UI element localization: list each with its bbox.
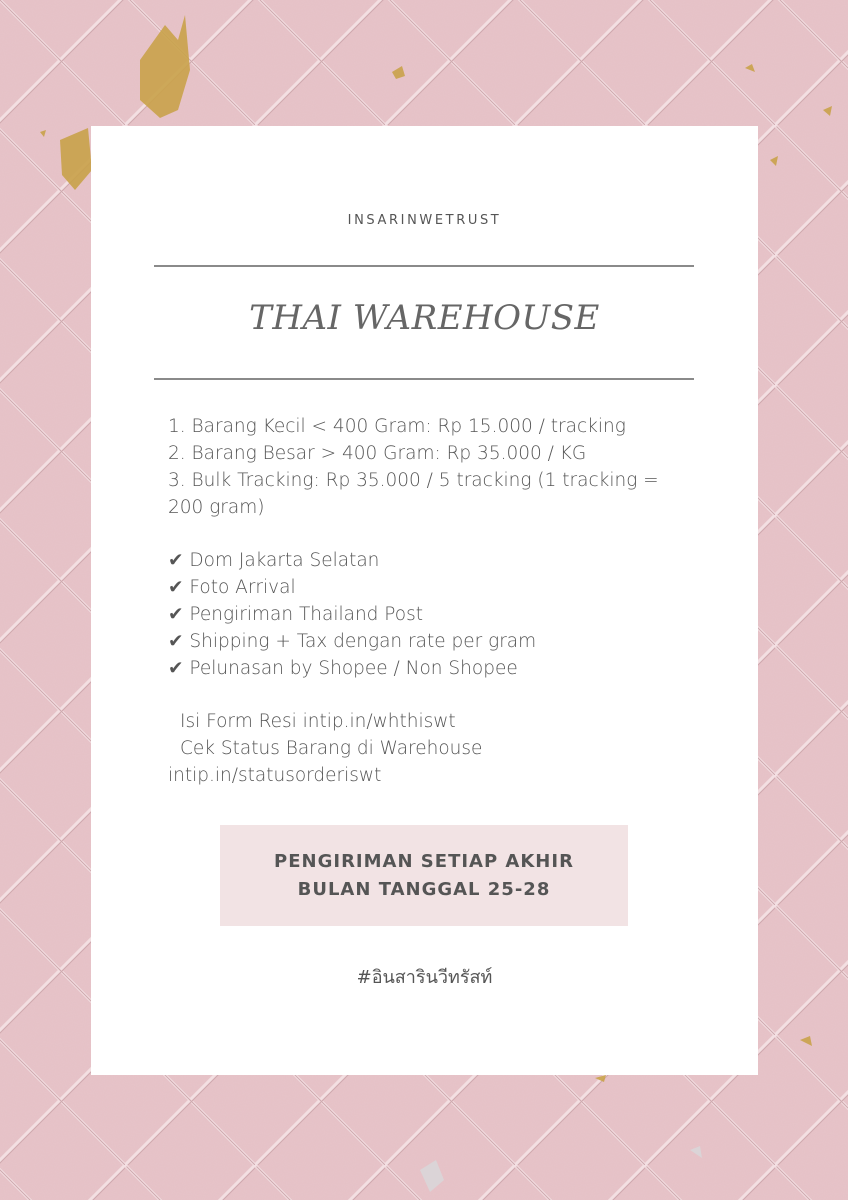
feature-item: ✔ Foto Arrival xyxy=(168,577,296,598)
status-link[interactable]: intip.in/statusorderiswt xyxy=(168,765,382,786)
check-icon: ✔ xyxy=(168,658,184,679)
status-label: Cek Status Barang di Warehouse xyxy=(180,738,483,759)
banner-line: PENGIRIMAN SETIAP AKHIR xyxy=(274,850,574,872)
feature-item: ✔ Dom Jakarta Selatan xyxy=(168,550,380,571)
hashtag: #อินสารินวีทรัสท์ xyxy=(356,967,493,988)
page-title: THAI WAREHOUSE xyxy=(249,298,600,338)
price-list xyxy=(168,413,688,521)
price-item: 3. Bulk Tracking: Rp 35.000 / 5 tracking (1 tracking = 200 gram) xyxy=(168,470,659,518)
feature-item: ✔ Pelunasan by Shopee / Non Shopee xyxy=(168,658,518,679)
banner-line: BULAN TANGGAL 25-28 xyxy=(297,878,551,900)
check-icon: ✔ xyxy=(168,631,184,652)
divider-bottom xyxy=(154,378,694,380)
links-section xyxy=(168,708,688,789)
divider-top xyxy=(154,265,694,267)
brand-name: INSARINWETRUST xyxy=(347,213,502,228)
check-icon: ✔ xyxy=(168,577,184,598)
shipping-schedule-banner xyxy=(220,825,628,926)
check-icon: ✔ xyxy=(168,604,184,625)
flyer-card xyxy=(91,126,758,1075)
price-item: 1. Barang Kecil < 400 Gram: Rp 15.000 / tracking xyxy=(168,416,626,437)
form-link[interactable]: Isi Form Resi intip.in/whthiswt xyxy=(180,711,456,732)
check-icon: ✔ xyxy=(168,550,184,571)
feature-list xyxy=(168,547,688,682)
feature-item: ✔ Pengiriman Thailand Post xyxy=(168,604,423,625)
price-item: 2. Barang Besar > 400 Gram: Rp 35.000 / KG xyxy=(168,443,587,464)
feature-item: ✔ Shipping + Tax dengan rate per gram xyxy=(168,631,537,652)
